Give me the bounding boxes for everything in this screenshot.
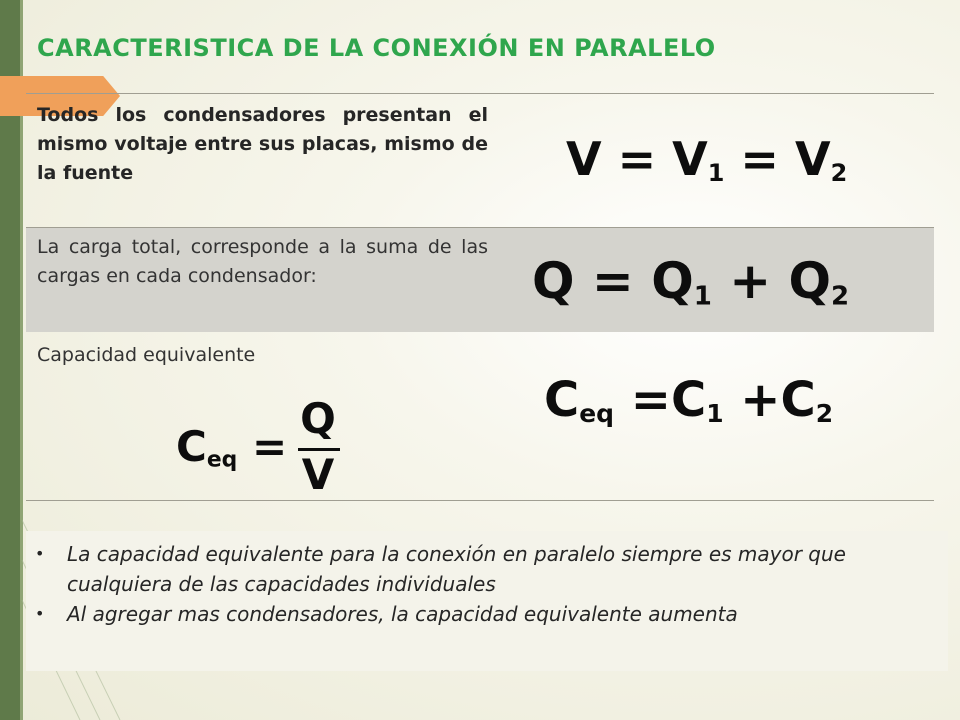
list-item: • Al agregar mas condensadores, la capacidad equivalente aumenta: [26, 599, 948, 629]
charge-formula: $Q = Q_1 + Q_2$: [532, 252, 850, 312]
slide-title: CARACTERISTICA DE LA CONEXIÓN EN PARALELO: [37, 34, 716, 62]
table-bottom-rule: [26, 500, 934, 501]
voltage-formula: $V = V_1 = V_2$: [566, 132, 848, 187]
fraction-denominator: V: [301, 450, 335, 499]
bullet-icon: •: [35, 544, 45, 563]
row-3-text: Capacidad equivalente: [37, 344, 256, 366]
capacitance-sum-formula: $C_{eq} =C_1 +C_2$: [544, 372, 834, 429]
notes-box: [26, 531, 948, 671]
capacitance-fraction-formula: $C_{eq}$ = Q V: [176, 398, 356, 498]
list-item: • La capacidad equivalente para la conexión en paralelo siempre es mayor que cualquiera de las capacidades individuales: [26, 539, 948, 599]
table-top-rule: [26, 93, 934, 94]
row-2-text: La carga total, corresponde a la suma de las cargas en cada condensador:: [37, 236, 488, 287]
fraction-numerator: Q: [300, 394, 336, 443]
row-1-text: Todos los condensadores presentan el mismo voltaje entre sus placas, mismo de la fuente: [37, 104, 488, 184]
notes-list: [26, 531, 948, 629]
bullet-icon: •: [35, 604, 45, 623]
